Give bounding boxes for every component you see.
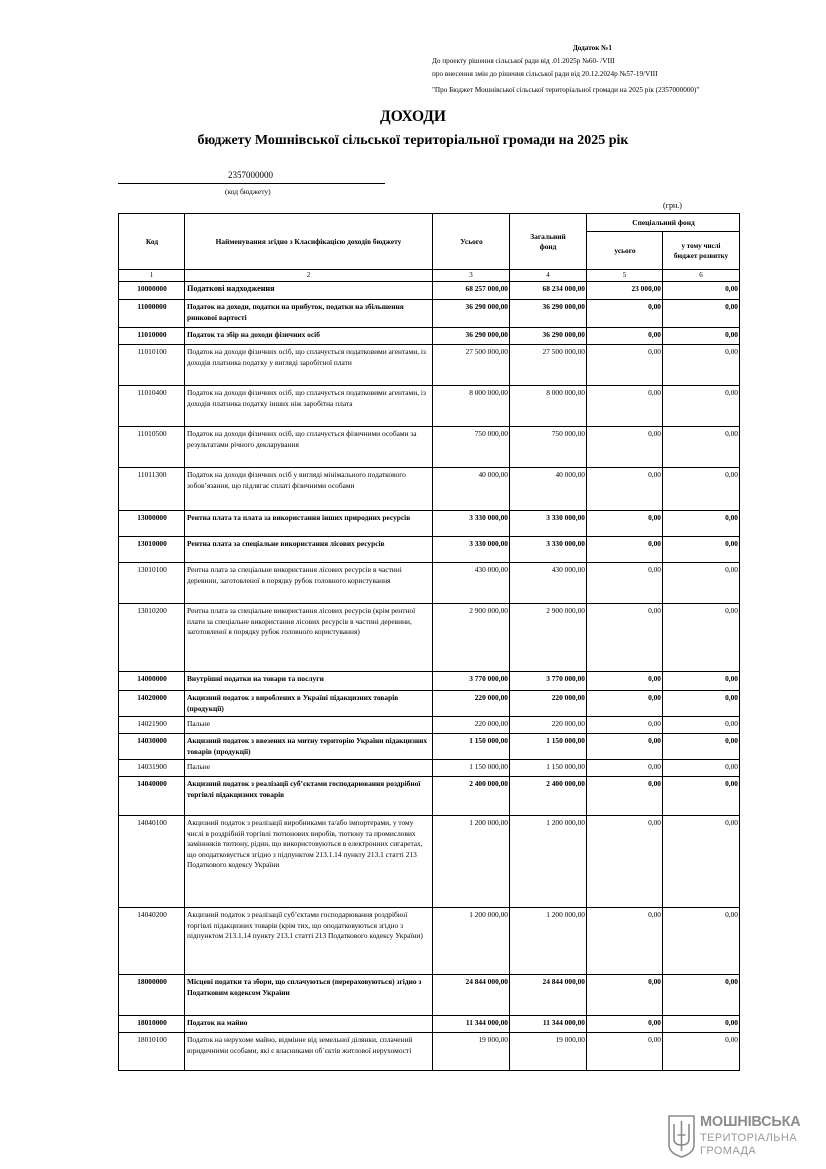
revenue-name: Внутрішні податки на товари та послуги — [185, 672, 433, 691]
revenue-code: 14040100 — [119, 816, 185, 908]
amount-development-budget: 0,00 — [663, 282, 740, 300]
amount-development-budget: 0,00 — [663, 734, 740, 760]
amount-total: 750 000,00 — [433, 427, 510, 468]
amount-general-fund: 40 000,00 — [510, 468, 587, 511]
revenue-code: 11000000 — [119, 300, 185, 328]
table-row — [119, 734, 740, 760]
amount-development-budget: 0,00 — [663, 345, 740, 386]
amount-development-budget: 0,00 — [663, 427, 740, 468]
amount-general-fund: 1 150 000,00 — [510, 760, 587, 777]
revenue-code: 10000000 — [119, 282, 185, 300]
table-row — [119, 345, 740, 386]
amount-development-budget: 0,00 — [663, 760, 740, 777]
amount-total: 36 290 000,00 — [433, 328, 510, 345]
amount-special-fund: 0,00 — [587, 760, 663, 777]
amount-total: 8 000 000,00 — [433, 386, 510, 427]
revenue-code: 14030000 — [119, 734, 185, 760]
table-row — [119, 328, 740, 345]
revenue-name: Податок на доходи фізичних осіб у вигляді мінімального податкового зобов’язання, що підлягає сплаті фізичними особами — [185, 468, 433, 511]
revenue-code: 14020000 — [119, 691, 185, 717]
column-index: 4 — [510, 270, 587, 282]
amount-total: 1 150 000,00 — [433, 734, 510, 760]
column-index: 2 — [185, 270, 433, 282]
revenue-code: 14031900 — [119, 760, 185, 777]
amount-special-fund: 0,00 — [587, 975, 663, 1016]
table-row — [119, 672, 740, 691]
amount-development-budget: 0,00 — [663, 816, 740, 908]
revenue-name: Акцизний податок з вироблених в Україні підакцизних товарів (продукції) — [185, 691, 433, 717]
revenue-name: Акцизний податок з реалізації суб’єктами господарювання роздрібної торгівлі підакцизних товарів — [185, 777, 433, 816]
amount-development-budget: 0,00 — [663, 1016, 740, 1033]
revenue-code: 14040200 — [119, 908, 185, 975]
amount-general-fund: 1 200 000,00 — [510, 908, 587, 975]
revenue-code: 11010500 — [119, 427, 185, 468]
amount-total: 19 000,00 — [433, 1033, 510, 1071]
revenue-name: Акцизний податок з реалізації виробниками та/або імпортерами, у тому числі в роздрібній торгівлі тютюнових виробів, тютюну та промислових замінників тютюну, рідин, що використовуються в електронних сигаретах, що оподатковується згідно з підпунктом 213.1.14 пункту 213.1 статті 213 Податкового кодексу України — [185, 816, 433, 908]
table-row — [119, 760, 740, 777]
revenue-name: Податок на майно — [185, 1016, 433, 1033]
amount-general-fund: 3 330 000,00 — [510, 537, 587, 563]
amount-special-fund: 0,00 — [587, 604, 663, 672]
logo-line-2: ТЕРИТОРІАЛЬНА — [700, 1132, 797, 1144]
revenue-name: Пальне — [185, 717, 433, 734]
revenue-name: Податок на доходи фізичних осіб, що сплачується податковими агентами, із доходів платника податку у вигляді заробітної плати — [185, 345, 433, 386]
amount-general-fund: 220 000,00 — [510, 691, 587, 717]
revenue-code: 18000000 — [119, 975, 185, 1016]
table-row — [119, 604, 740, 672]
revenue-code: 11010400 — [119, 386, 185, 427]
amount-development-budget: 0,00 — [663, 386, 740, 427]
table-row — [119, 427, 740, 468]
header-special-fund: Спеціальний фонд — [587, 214, 740, 232]
column-index: 1 — [119, 270, 185, 282]
amount-development-budget: 0,00 — [663, 975, 740, 1016]
appendix-line-project: До проекту рішення сільської ради від .01.2025р №60- /VIII — [432, 57, 615, 65]
revenue-code: 14040000 — [119, 777, 185, 816]
revenue-name: Пальне — [185, 760, 433, 777]
logo-line-3: ГРОМАДА — [700, 1145, 757, 1157]
revenue-name: Податок на доходи, податки на прибуток, податки на збільшення ринкової вартості — [185, 300, 433, 328]
amount-general-fund: 3 330 000,00 — [510, 511, 587, 537]
amount-development-budget: 0,00 — [663, 672, 740, 691]
amount-special-fund: 0,00 — [587, 777, 663, 816]
budget-code-value: 2357000000 — [228, 170, 273, 180]
appendix-line-amendment: про внесення змін до рішення сільської ради від 20.12.2024р №57-19/VIII — [432, 70, 658, 78]
revenue-code: 13000000 — [119, 511, 185, 537]
table-row — [119, 511, 740, 537]
amount-total: 1 150 000,00 — [433, 760, 510, 777]
amount-general-fund: 36 290 000,00 — [510, 300, 587, 328]
revenue-name: Рентна плата за спеціальне використання лісових ресурсів — [185, 537, 433, 563]
table-row — [119, 908, 740, 975]
revenue-code: 18010100 — [119, 1033, 185, 1071]
amount-total: 2 400 000,00 — [433, 777, 510, 816]
amount-general-fund: 2 900 000,00 — [510, 604, 587, 672]
amount-special-fund: 0,00 — [587, 386, 663, 427]
amount-general-fund: 19 000,00 — [510, 1033, 587, 1071]
amount-special-fund: 0,00 — [587, 537, 663, 563]
amount-development-budget: 0,00 — [663, 604, 740, 672]
amount-total: 1 200 000,00 — [433, 816, 510, 908]
table-row — [119, 777, 740, 816]
amount-special-fund: 0,00 — [587, 1016, 663, 1033]
header-code: Код — [119, 214, 185, 270]
amount-development-budget: 0,00 — [663, 537, 740, 563]
amount-total: 3 330 000,00 — [433, 537, 510, 563]
revenue-code: 13010200 — [119, 604, 185, 672]
header-general-fund: Загальний фонд — [510, 214, 587, 270]
amount-total: 430 000,00 — [433, 563, 510, 604]
table-row — [119, 537, 740, 563]
amount-special-fund: 0,00 — [587, 717, 663, 734]
table-row — [119, 300, 740, 328]
logo-line-1: МОШНІВСЬКА — [700, 1114, 801, 1130]
budget-code-block — [118, 170, 385, 196]
amount-special-fund: 0,00 — [587, 908, 663, 975]
amount-total: 68 257 000,00 — [433, 282, 510, 300]
amount-special-fund: 0,00 — [587, 345, 663, 386]
amount-general-fund: 11 344 000,00 — [510, 1016, 587, 1033]
revenue-code: 13010100 — [119, 563, 185, 604]
table-row — [119, 975, 740, 1016]
amount-development-budget: 0,00 — [663, 777, 740, 816]
amount-special-fund: 0,00 — [587, 511, 663, 537]
column-index: 5 — [587, 270, 663, 282]
header-total: Усього — [433, 214, 510, 270]
currency-units: (грн.) — [663, 201, 682, 210]
amount-development-budget: 0,00 — [663, 691, 740, 717]
table-row — [119, 1033, 740, 1071]
amount-total: 3 330 000,00 — [433, 511, 510, 537]
amount-development-budget: 0,00 — [663, 511, 740, 537]
amount-special-fund: 0,00 — [587, 300, 663, 328]
amount-general-fund: 36 290 000,00 — [510, 328, 587, 345]
revenue-code: 11010000 — [119, 328, 185, 345]
amount-special-fund: 23 000,00 — [587, 282, 663, 300]
revenue-table — [118, 213, 740, 1071]
amount-special-fund: 0,00 — [587, 1033, 663, 1071]
table-row — [119, 691, 740, 717]
page-title: ДОХОДИ — [380, 108, 446, 125]
amount-special-fund: 0,00 — [587, 468, 663, 511]
amount-general-fund: 68 234 000,00 — [510, 282, 587, 300]
column-index-row — [119, 270, 740, 282]
amount-special-fund: 0,00 — [587, 563, 663, 604]
appendix-note — [432, 42, 752, 96]
budget-code-underline — [118, 183, 385, 184]
amount-general-fund: 1 150 000,00 — [510, 734, 587, 760]
revenue-code: 11010100 — [119, 345, 185, 386]
column-index: 3 — [433, 270, 510, 282]
revenue-name: Податок на нерухоме майно, відмінне від земельної ділянки, сплачений юридичними особами, які є власниками об`єктів житлової нерухомості — [185, 1033, 433, 1071]
budget-code-caption: (код бюджету) — [225, 187, 271, 196]
revenue-code: 14000000 — [119, 672, 185, 691]
header-special-total: усього — [587, 232, 663, 270]
revenue-name: Акцизний податок з реалізації суб’єктами господарювання роздрібної торгівлі підакцизних товарів (крім тих, що оподатковуються згідно з підпунктом 213.1.14 пункту 213.1 статті 213 Податкового кодексу України) — [185, 908, 433, 975]
amount-total: 11 344 000,00 — [433, 1016, 510, 1033]
amount-total: 36 290 000,00 — [433, 300, 510, 328]
revenue-name: Податкові надходження — [185, 282, 433, 300]
table-row — [119, 563, 740, 604]
revenue-code: 14021900 — [119, 717, 185, 734]
amount-special-fund: 0,00 — [587, 691, 663, 717]
amount-total: 24 844 000,00 — [433, 975, 510, 1016]
amount-development-budget: 0,00 — [663, 563, 740, 604]
amount-total: 220 000,00 — [433, 691, 510, 717]
amount-special-fund: 0,00 — [587, 427, 663, 468]
amount-general-fund: 1 200 000,00 — [510, 816, 587, 908]
community-logo — [668, 1112, 808, 1160]
revenue-code: 13010000 — [119, 537, 185, 563]
amount-total: 2 900 000,00 — [433, 604, 510, 672]
amount-development-budget: 0,00 — [663, 1033, 740, 1071]
amount-total: 3 770 000,00 — [433, 672, 510, 691]
amount-development-budget: 0,00 — [663, 300, 740, 328]
table-row — [119, 386, 740, 427]
revenue-name: Акцизний податок з ввезених на митну територію України підакцизних товарів (продукції) — [185, 734, 433, 760]
amount-development-budget: 0,00 — [663, 717, 740, 734]
amount-general-fund: 220 000,00 — [510, 717, 587, 734]
amount-general-fund: 2 400 000,00 — [510, 777, 587, 816]
revenue-name: Рентна плата за спеціальне використання лісових ресурсів в частині деревини, заготовленої в порядку рубок головного користування — [185, 563, 433, 604]
revenue-name: Рентна плата за спеціальне використання лісових ресурсів (крім рентної плати за спеціальне використання лісових ресурсів в частині деревини, заготовленої в порядку рубок головного користування) — [185, 604, 433, 672]
header-name: Найменування згідно з Класифікацією доходів бюджету — [185, 214, 433, 270]
table-row — [119, 717, 740, 734]
amount-development-budget: 0,00 — [663, 328, 740, 345]
table-row — [119, 1016, 740, 1033]
table-row — [119, 468, 740, 511]
amount-development-budget: 0,00 — [663, 468, 740, 511]
amount-total: 27 500 000,00 — [433, 345, 510, 386]
trident-emblem-icon — [668, 1115, 695, 1158]
amount-general-fund: 24 844 000,00 — [510, 975, 587, 1016]
amount-total: 40 000,00 — [433, 468, 510, 511]
revenue-name: Місцеві податки та збори, що сплачуються (перераховуються) згідно з Податковим кодексом України — [185, 975, 433, 1016]
revenue-name: Рентна плата та плата за використання інших природних ресурсів — [185, 511, 433, 537]
table-row — [119, 282, 740, 300]
amount-general-fund: 430 000,00 — [510, 563, 587, 604]
amount-general-fund: 27 500 000,00 — [510, 345, 587, 386]
column-index: 6 — [663, 270, 740, 282]
amount-general-fund: 3 770 000,00 — [510, 672, 587, 691]
table-row — [119, 816, 740, 908]
amount-special-fund: 0,00 — [587, 328, 663, 345]
amount-total: 1 200 000,00 — [433, 908, 510, 975]
revenue-name: Податок на доходи фізичних осіб, що сплачується податковими агентами, із доходів платника податку інших ніж заробітна плата — [185, 386, 433, 427]
amount-development-budget: 0,00 — [663, 908, 740, 975]
amount-special-fund: 0,00 — [587, 816, 663, 908]
revenue-code: 11011300 — [119, 468, 185, 511]
header-development-budget: у тому числі бюджет розвитку — [663, 232, 740, 270]
amount-general-fund: 8 000 000,00 — [510, 386, 587, 427]
revenue-name: Податок на доходи фізичних осіб, що сплачується фізичними особами за результатами річного декларування — [185, 427, 433, 468]
amount-general-fund: 750 000,00 — [510, 427, 587, 468]
appendix-title: Додаток №1 — [572, 44, 612, 52]
revenue-code: 18010000 — [119, 1016, 185, 1033]
appendix-line-decision-name: "Про Бюджет Мошнівської сільської територіальної громади на 2025 рік (2357000000)" — [432, 86, 700, 94]
amount-total: 220 000,00 — [433, 717, 510, 734]
amount-special-fund: 0,00 — [587, 672, 663, 691]
page-subtitle: бюджету Мошнівської сільської територіальної громади на 2025 рік — [197, 133, 629, 148]
amount-special-fund: 0,00 — [587, 734, 663, 760]
revenue-name: Податок та збір на доходи фізичних осіб — [185, 328, 433, 345]
